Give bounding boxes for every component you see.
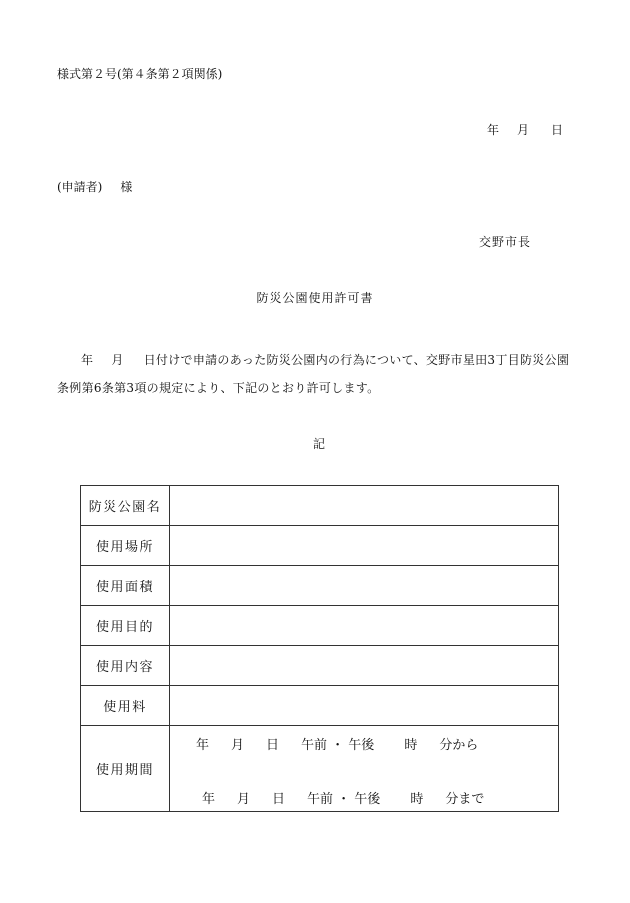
table-row xyxy=(81,526,559,566)
end-month: 月 xyxy=(237,792,251,807)
date-year: 年 xyxy=(487,123,500,137)
body-year: 年 xyxy=(81,353,94,367)
ki-heading: 記 xyxy=(312,437,325,451)
start-hour: 時 xyxy=(404,738,418,753)
row-value xyxy=(170,486,559,526)
period-value xyxy=(170,726,559,812)
body-text xyxy=(57,346,577,402)
start-year: 年 xyxy=(196,738,210,753)
row-label: 使用面積 xyxy=(81,566,170,606)
body-line-1 xyxy=(57,346,577,374)
row-value xyxy=(170,526,559,566)
addressee xyxy=(57,181,132,193)
end-minute: 分まで xyxy=(445,792,485,807)
document-title: 防災公園使用許可書 xyxy=(256,291,374,305)
end-year: 年 xyxy=(202,792,216,807)
row-label: 使用場所 xyxy=(81,526,170,566)
end-ampm: 午前 ・ 午後 xyxy=(307,792,381,807)
permit-table xyxy=(80,485,559,812)
start-month: 月 xyxy=(231,738,245,753)
row-value xyxy=(170,606,559,646)
row-value xyxy=(170,686,559,726)
table-row xyxy=(81,566,559,606)
start-ampm: 午前 ・ 午後 xyxy=(301,738,375,753)
start-minute: 分から xyxy=(439,738,479,753)
applicant-label: (申請者) xyxy=(57,180,103,194)
table-row xyxy=(81,486,559,526)
end-hour: 時 xyxy=(410,792,424,807)
period-start xyxy=(196,734,478,753)
period-end xyxy=(202,788,484,807)
issue-date xyxy=(487,124,563,136)
body-month: 月 xyxy=(111,353,124,367)
row-label: 使用内容 xyxy=(81,646,170,686)
date-day: 日 xyxy=(551,123,564,137)
period-row xyxy=(81,726,559,812)
table-row xyxy=(81,606,559,646)
table-row xyxy=(81,646,559,686)
issuer: 交野市長 xyxy=(479,235,532,249)
start-day: 日 xyxy=(266,738,280,753)
row-label: 使用料 xyxy=(81,686,170,726)
form-number: 様式第２号(第４条第２項関係) xyxy=(57,67,223,81)
period-label: 使用期間 xyxy=(81,726,170,812)
row-value xyxy=(170,646,559,686)
row-label: 防災公園名 xyxy=(81,486,170,526)
table-row xyxy=(81,686,559,726)
honorific: 様 xyxy=(120,180,133,194)
row-value xyxy=(170,566,559,606)
end-day: 日 xyxy=(272,792,286,807)
date-month: 月 xyxy=(517,123,530,137)
body-line1-rest: 日付けで申請のあった防災公園内の行為について、交野市星田3丁目防災公園 xyxy=(143,353,570,367)
body-line-2: 条例第6条第3項の規定により、下記のとおり許可します。 xyxy=(57,381,380,395)
row-label: 使用目的 xyxy=(81,606,170,646)
